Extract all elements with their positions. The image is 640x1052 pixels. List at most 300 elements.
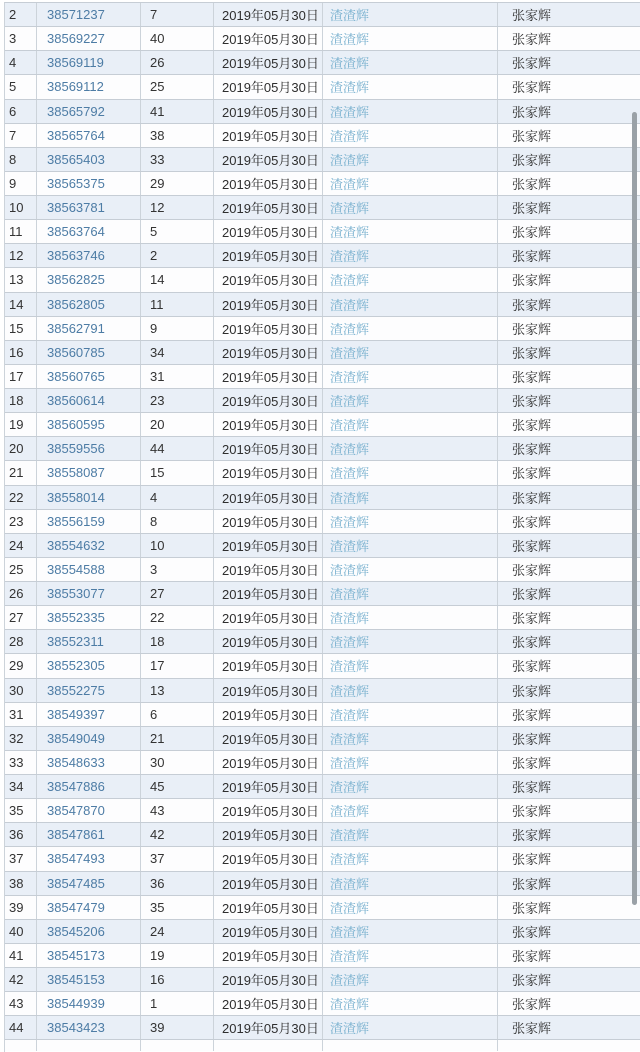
author-link-cell [323, 172, 498, 195]
row-index-cell: 17 [5, 365, 37, 388]
name-cell: 张家辉 [512, 973, 552, 989]
thread-id-cell [37, 75, 141, 98]
thread-id-link[interactable]: 38547861 [47, 827, 105, 843]
date-cell: 2019年05月30日 [214, 486, 323, 509]
author-link[interactable]: 渣渣辉 [330, 225, 370, 241]
author-link-cell [323, 896, 498, 919]
thread-id-link[interactable]: 38543423 [47, 1020, 105, 1036]
author-link[interactable]: 渣渣辉 [330, 538, 370, 554]
thread-id-link[interactable]: 38562825 [47, 272, 105, 288]
author-link-cell [323, 196, 498, 219]
row-index-cell: 14 [5, 293, 37, 316]
name-cell: 张家辉 [512, 128, 552, 144]
reply-count-cell: 8 [141, 510, 214, 533]
row-index-cell: 16 [5, 341, 37, 364]
table-row [5, 317, 640, 341]
author-link[interactable]: 渣渣辉 [330, 80, 370, 96]
thread-id-cell [37, 389, 141, 412]
thread-id-link[interactable]: 38556159 [47, 513, 105, 529]
reply-count-cell: 10 [141, 534, 214, 557]
author-link[interactable]: 渣渣辉 [330, 1021, 370, 1037]
name-cell: 张家辉 [512, 56, 552, 72]
author-link[interactable]: 渣渣辉 [330, 321, 370, 337]
reply-count-cell: 25 [141, 75, 214, 98]
author-link[interactable]: 渣渣辉 [330, 56, 370, 72]
thread-id-link[interactable]: 38554632 [47, 537, 105, 553]
name-cell: 张家辉 [512, 490, 552, 506]
thread-id-link[interactable]: 38547886 [47, 779, 105, 795]
author-link[interactable]: 渣渣辉 [330, 997, 370, 1013]
table-row [5, 823, 640, 847]
table-row [5, 920, 640, 944]
table-row [5, 365, 640, 389]
table-row [5, 606, 640, 630]
name-cell: 张家辉 [512, 562, 552, 578]
thread-id-cell [37, 27, 141, 50]
row-index-cell: 39 [5, 896, 37, 919]
author-link[interactable]: 渣渣辉 [330, 394, 370, 410]
author-link[interactable]: 渣渣辉 [330, 152, 370, 168]
thread-id-link[interactable]: 38549397 [47, 706, 105, 722]
author-link-cell [323, 944, 498, 967]
thread-id-cell [37, 727, 141, 750]
thread-id-link[interactable]: 38565403 [47, 151, 105, 167]
name-cell: 张家辉 [512, 1021, 552, 1037]
thread-id-cell [37, 679, 141, 702]
author-link[interactable]: 渣渣辉 [330, 418, 370, 434]
author-link-cell [323, 3, 498, 26]
thread-id-link[interactable]: 38563781 [47, 200, 105, 216]
author-link-cell [323, 148, 498, 171]
row-index-cell: 21 [5, 461, 37, 484]
row-index-cell: 20 [5, 437, 37, 460]
table-row [5, 703, 640, 727]
date-cell: 2019年05月30日 [214, 389, 323, 412]
thread-id-cell [37, 317, 141, 340]
name-cell: 张家辉 [512, 611, 552, 627]
name-cell: 张家辉 [512, 900, 552, 916]
date-cell: 2019年05月30日 [214, 872, 323, 895]
reply-count-cell: 36 [141, 872, 214, 895]
author-link[interactable]: 渣渣辉 [330, 948, 370, 964]
author-link[interactable]: 渣渣辉 [330, 514, 370, 530]
date-cell: 2019年05月30日 [214, 124, 323, 147]
thread-id-link[interactable]: 38554588 [47, 561, 105, 577]
row-index-cell: 3 [5, 27, 37, 50]
row-index-cell: 2 [5, 3, 37, 26]
reply-count-cell: 7 [141, 3, 214, 26]
date-cell: 2019年05月30日 [214, 823, 323, 846]
author-link-cell [323, 872, 498, 895]
thread-id-link[interactable]: 38559556 [47, 441, 105, 457]
author-link[interactable]: 渣渣辉 [330, 900, 370, 916]
reply-count-cell: 9 [141, 317, 214, 340]
thread-id-link[interactable]: 38558014 [47, 489, 105, 505]
reply-count-cell: 27 [141, 582, 214, 605]
author-link-cell [323, 582, 498, 605]
author-link[interactable]: 渣渣辉 [330, 442, 370, 458]
row-index-cell: 25 [5, 558, 37, 581]
name-cell: 张家辉 [512, 273, 552, 289]
table-row [5, 534, 640, 558]
reply-count-cell: 1 [141, 992, 214, 1015]
thread-id-cell [37, 823, 141, 846]
thread-id-cell [37, 630, 141, 653]
table-row [5, 389, 640, 413]
thread-id-cell [37, 51, 141, 74]
thread-id-cell [37, 872, 141, 895]
row-index-cell: 15 [5, 317, 37, 340]
reply-count-cell: 37 [141, 847, 214, 870]
name-cell: 张家辉 [512, 32, 552, 48]
name-cell: 张家辉 [512, 828, 552, 844]
name-cell: 张家辉 [512, 997, 552, 1013]
author-link[interactable]: 渣渣辉 [330, 924, 370, 940]
author-link-cell [323, 751, 498, 774]
author-link[interactable]: 渣渣辉 [330, 490, 370, 506]
author-link[interactable]: 渣渣辉 [330, 249, 370, 265]
thread-id-link[interactable]: 38552335 [47, 610, 105, 626]
row-index-cell: 13 [5, 268, 37, 291]
table-row-partial [5, 1040, 640, 1051]
reply-count-cell: 23 [141, 389, 214, 412]
thread-id-link[interactable]: 38563764 [47, 224, 105, 240]
author-link-cell [323, 51, 498, 74]
thread-id-link[interactable]: 38560595 [47, 417, 105, 433]
thread-id-cell [37, 148, 141, 171]
table-row [5, 100, 640, 124]
author-link[interactable]: 渣渣辉 [330, 876, 370, 892]
author-link-cell [323, 389, 498, 412]
thread-id-link[interactable]: 38549049 [47, 730, 105, 746]
thread-id-link[interactable]: 38562791 [47, 320, 105, 336]
row-index-cell: 11 [5, 220, 37, 243]
thread-id-link[interactable]: 38565792 [47, 103, 105, 119]
reply-count-cell: 19 [141, 944, 214, 967]
author-link-cell [323, 606, 498, 629]
author-link[interactable]: 渣渣辉 [330, 562, 370, 578]
table-row [5, 944, 640, 968]
author-link[interactable]: 渣渣辉 [330, 731, 370, 747]
date-cell: 2019年05月30日 [214, 847, 323, 870]
author-link[interactable]: 渣渣辉 [330, 587, 370, 603]
author-link-cell [323, 703, 498, 726]
date-cell: 2019年05月30日 [214, 244, 323, 267]
thread-id-link[interactable]: 38571237 [47, 7, 105, 23]
row-index-cell: 22 [5, 486, 37, 509]
date-cell: 2019年05月30日 [214, 51, 323, 74]
thread-id-cell [37, 365, 141, 388]
row-index-cell: 9 [5, 172, 37, 195]
author-link-cell [323, 268, 498, 291]
row-index-cell: 26 [5, 582, 37, 605]
thread-id-cell [37, 654, 141, 677]
author-link-cell [323, 413, 498, 436]
author-link-cell [323, 124, 498, 147]
thread-id-cell [37, 341, 141, 364]
reply-count-cell: 16 [141, 968, 214, 991]
reply-count-cell: 13 [141, 679, 214, 702]
reply-count-cell: 17 [141, 654, 214, 677]
table-row [5, 437, 640, 461]
thread-id-link[interactable]: 38563746 [47, 248, 105, 264]
date-cell: 2019年05月30日 [214, 148, 323, 171]
thread-id-link[interactable]: 38569119 [47, 55, 104, 71]
table-row [5, 75, 640, 99]
row-index-cell: 23 [5, 510, 37, 533]
author-link-cell [323, 437, 498, 460]
thread-id-link[interactable]: 38565375 [47, 175, 105, 191]
thread-id-link[interactable]: 38558087 [47, 465, 105, 481]
table-row [5, 751, 640, 775]
author-link[interactable]: 渣渣辉 [330, 828, 370, 844]
author-link[interactable]: 渣渣辉 [330, 635, 370, 651]
date-cell: 2019年05月30日 [214, 751, 323, 774]
table-row [5, 486, 640, 510]
author-link[interactable]: 渣渣辉 [330, 104, 370, 120]
thread-id-link[interactable]: 38547870 [47, 803, 105, 819]
thread-id-link[interactable]: 38560614 [47, 393, 105, 409]
table-row [5, 293, 640, 317]
date-cell: 2019年05月30日 [214, 100, 323, 123]
date-cell: 2019年05月30日 [214, 992, 323, 1015]
thread-id-cell [37, 606, 141, 629]
name-cell: 张家辉 [512, 297, 552, 313]
thread-id-link[interactable]: 38552311 [47, 634, 104, 650]
reply-count-cell: 21 [141, 727, 214, 750]
thread-id-cell [37, 558, 141, 581]
thread-id-cell [37, 486, 141, 509]
table-row [5, 630, 640, 654]
table-row [5, 51, 640, 75]
thread-id-link[interactable]: 38569227 [47, 31, 105, 47]
thread-id-link[interactable]: 38560765 [47, 368, 105, 384]
author-link-cell [323, 968, 498, 991]
author-link[interactable]: 渣渣辉 [330, 201, 370, 217]
date-cell: 2019年05月30日 [214, 510, 323, 533]
thread-id-cell [37, 3, 141, 26]
thread-id-link[interactable]: 38547493 [47, 851, 105, 867]
table-row [5, 148, 640, 172]
thread-id-link[interactable]: 38545153 [47, 972, 105, 988]
thread-id-cell [37, 920, 141, 943]
reply-count-cell: 5 [141, 220, 214, 243]
author-link[interactable]: 渣渣辉 [330, 973, 370, 989]
row-index-cell: 43 [5, 992, 37, 1015]
thread-id-link[interactable]: 38548633 [47, 754, 105, 770]
thread-id-link[interactable]: 38547479 [47, 899, 105, 915]
author-link-cell [323, 534, 498, 557]
table-row [5, 461, 640, 485]
author-link-cell [323, 823, 498, 846]
author-link[interactable]: 渣渣辉 [330, 852, 370, 868]
reply-count-cell: 33 [141, 148, 214, 171]
thread-id-link[interactable]: 38545173 [47, 947, 105, 963]
name-cell: 张家辉 [512, 8, 552, 24]
thread-id-cell [37, 413, 141, 436]
reply-count-cell: 44 [141, 437, 214, 460]
date-cell: 2019年05月30日 [214, 920, 323, 943]
author-link[interactable]: 渣渣辉 [330, 369, 370, 385]
row-index-cell: 6 [5, 100, 37, 123]
thread-id-link[interactable]: 38565764 [47, 127, 105, 143]
name-cell: 张家辉 [512, 418, 552, 434]
thread-id-link[interactable]: 38569112 [47, 79, 104, 95]
table-row [5, 679, 640, 703]
name-cell: 张家辉 [512, 394, 552, 410]
thread-id-link[interactable]: 38560785 [47, 344, 105, 360]
date-cell: 2019年05月30日 [214, 437, 323, 460]
row-index-cell: 33 [5, 751, 37, 774]
table-row [5, 268, 640, 292]
date-cell: 2019年05月30日 [214, 341, 323, 364]
date-cell: 2019年05月30日 [214, 27, 323, 50]
name-cell: 张家辉 [512, 152, 552, 168]
name-cell: 张家辉 [512, 321, 552, 337]
name-cell: 张家辉 [512, 635, 552, 651]
thread-id-link[interactable]: 38545206 [47, 923, 105, 939]
name-cell: 张家辉 [512, 369, 552, 385]
date-cell: 2019年05月30日 [214, 968, 323, 991]
table-row [5, 582, 640, 606]
name-cell: 张家辉 [512, 852, 552, 868]
row-index-cell: 31 [5, 703, 37, 726]
name-cell: 张家辉 [512, 707, 552, 723]
thread-id-cell [37, 896, 141, 919]
table-row [5, 124, 640, 148]
author-link[interactable]: 渣渣辉 [330, 707, 370, 723]
thread-id-cell [37, 461, 141, 484]
reply-count-cell: 14 [141, 268, 214, 291]
date-cell: 2019年05月30日 [214, 944, 323, 967]
date-cell: 2019年05月30日 [214, 365, 323, 388]
author-link[interactable]: 渣渣辉 [330, 780, 370, 796]
name-cell: 张家辉 [512, 80, 552, 96]
author-link-cell [323, 847, 498, 870]
name-cell: 张家辉 [512, 780, 552, 796]
reply-count-cell: 40 [141, 27, 214, 50]
author-link-cell [323, 293, 498, 316]
reply-count-cell: 38 [141, 124, 214, 147]
author-link-cell [323, 341, 498, 364]
date-cell: 2019年05月30日 [214, 293, 323, 316]
thread-id-link[interactable]: 38552275 [47, 682, 105, 698]
name-cell: 张家辉 [512, 249, 552, 265]
author-link[interactable]: 渣渣辉 [330, 128, 370, 144]
row-index-cell: 7 [5, 124, 37, 147]
name-cell: 张家辉 [512, 948, 552, 964]
row-index-cell: 12 [5, 244, 37, 267]
table-row [5, 196, 640, 220]
author-link[interactable]: 渣渣辉 [330, 297, 370, 313]
date-cell: 2019年05月30日 [214, 461, 323, 484]
author-link[interactable]: 渣渣辉 [330, 611, 370, 627]
reply-count-cell: 12 [141, 196, 214, 219]
name-cell: 张家辉 [512, 924, 552, 940]
thread-id-cell [37, 582, 141, 605]
reply-count-cell: 34 [141, 341, 214, 364]
author-link[interactable]: 渣渣辉 [330, 8, 370, 24]
row-index-cell: 36 [5, 823, 37, 846]
row-index-cell: 18 [5, 389, 37, 412]
author-link[interactable]: 渣渣辉 [330, 176, 370, 192]
author-link-cell [323, 775, 498, 798]
table-row [5, 244, 640, 268]
row-index-cell: 5 [5, 75, 37, 98]
reply-count-cell: 43 [141, 799, 214, 822]
thread-id-cell [37, 992, 141, 1015]
table-row [5, 3, 640, 27]
date-cell: 2019年05月30日 [214, 606, 323, 629]
date-cell: 2019年05月30日 [214, 75, 323, 98]
thread-id-cell [37, 437, 141, 460]
table-body [5, 3, 640, 1040]
thread-id-cell [37, 510, 141, 533]
author-link-cell [323, 244, 498, 267]
row-index-cell: 4 [5, 51, 37, 74]
author-link[interactable]: 渣渣辉 [330, 755, 370, 771]
thread-id-cell [37, 220, 141, 243]
thread-id-cell [37, 244, 141, 267]
reply-count-cell: 31 [141, 365, 214, 388]
row-index-cell: 32 [5, 727, 37, 750]
author-link-cell [323, 27, 498, 50]
thread-id-link[interactable]: 38547485 [47, 875, 105, 891]
thread-id-cell [37, 124, 141, 147]
author-link[interactable]: 渣渣辉 [330, 804, 370, 820]
date-cell: 2019年05月30日 [214, 413, 323, 436]
author-link-cell [323, 727, 498, 750]
reply-count-cell: 18 [141, 630, 214, 653]
author-link-cell [323, 486, 498, 509]
vertical-scrollbar-thumb[interactable] [632, 112, 637, 905]
author-link-cell [323, 461, 498, 484]
reply-count-cell: 6 [141, 703, 214, 726]
name-cell: 张家辉 [512, 804, 552, 820]
thread-id-link[interactable]: 38553077 [47, 586, 105, 602]
row-index-cell: 28 [5, 630, 37, 653]
table-row [5, 872, 640, 896]
name-cell: 张家辉 [512, 659, 552, 675]
author-link-cell [323, 799, 498, 822]
name-cell: 张家辉 [512, 201, 552, 217]
date-cell: 2019年05月30日 [214, 896, 323, 919]
table-row [5, 172, 640, 196]
author-link[interactable]: 渣渣辉 [330, 683, 370, 699]
date-cell: 2019年05月30日 [214, 172, 323, 195]
author-link[interactable]: 渣渣辉 [330, 659, 370, 675]
thread-id-link[interactable]: 38552305 [47, 658, 105, 674]
row-index-cell: 29 [5, 654, 37, 677]
reply-count-cell: 45 [141, 775, 214, 798]
author-link-cell [323, 75, 498, 98]
table-row [5, 775, 640, 799]
row-index-cell: 19 [5, 413, 37, 436]
date-cell: 2019年05月30日 [214, 1016, 323, 1039]
author-link[interactable]: 渣渣辉 [330, 466, 370, 482]
author-link[interactable]: 渣渣辉 [330, 273, 370, 289]
row-index-cell: 37 [5, 847, 37, 870]
thread-id-link[interactable]: 38544939 [47, 996, 105, 1012]
table-row [5, 510, 640, 534]
thread-id-cell [37, 799, 141, 822]
table-row [5, 727, 640, 751]
author-link[interactable]: 渣渣辉 [330, 32, 370, 48]
thread-id-link[interactable]: 38562805 [47, 296, 105, 312]
thread-id-cell [37, 1016, 141, 1039]
author-link[interactable]: 渣渣辉 [330, 345, 370, 361]
row-index-cell: 8 [5, 148, 37, 171]
